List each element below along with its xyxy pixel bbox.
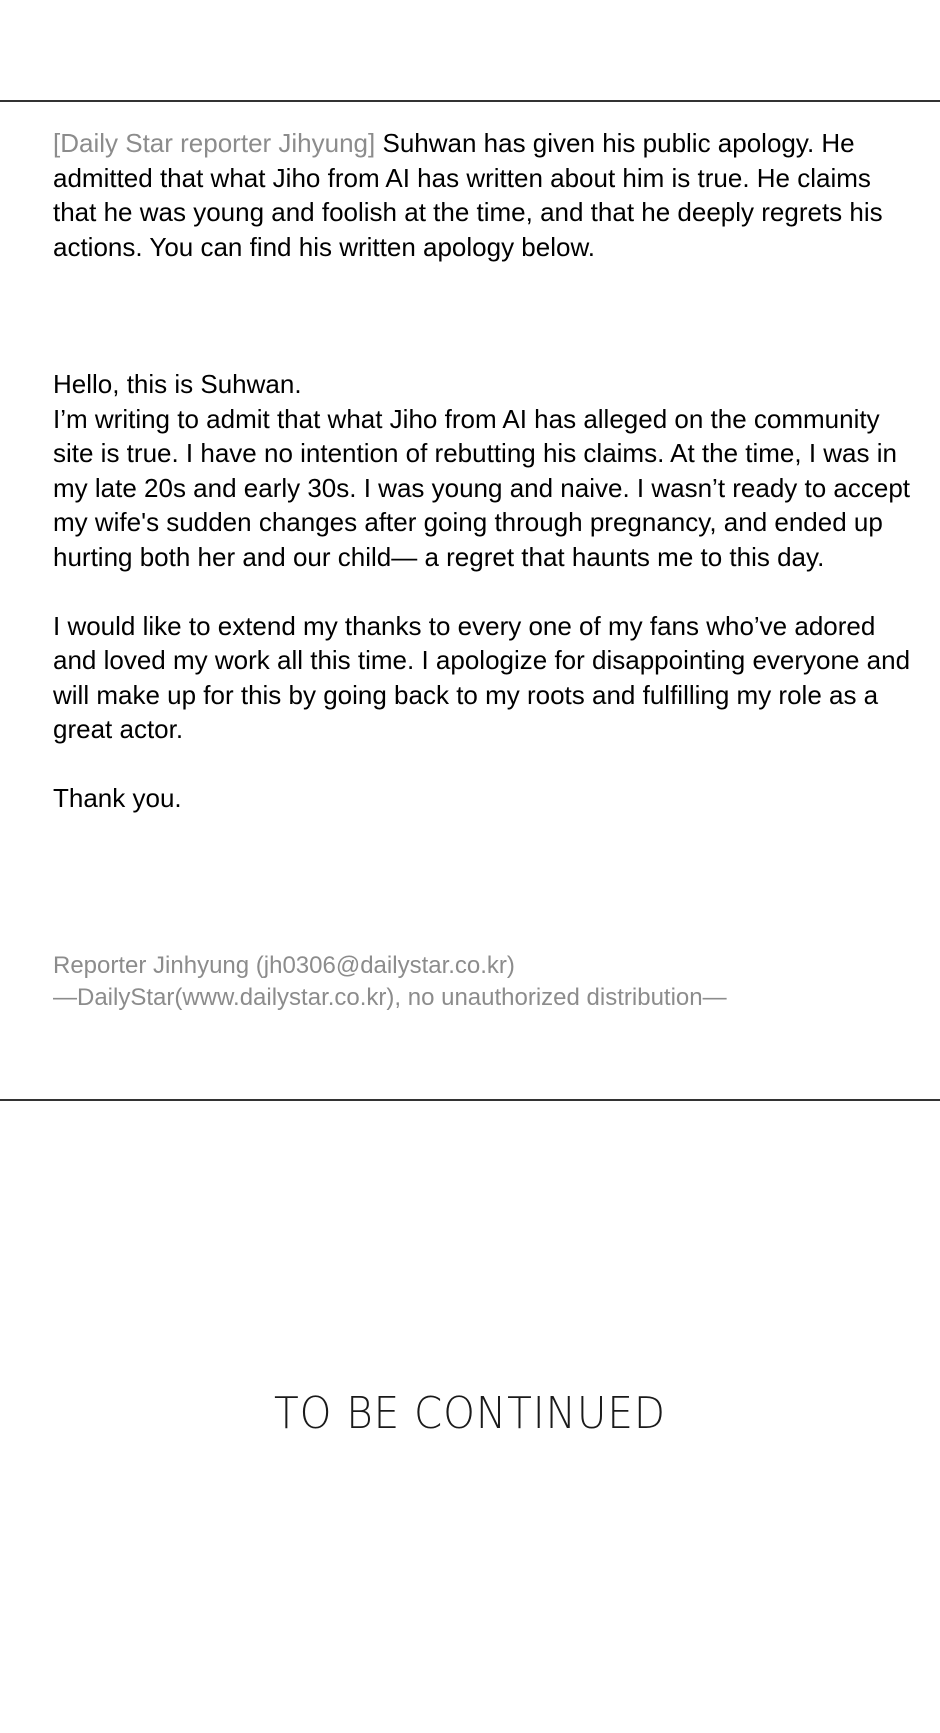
news-article — [53, 126, 913, 264]
apology-greeting: Hello, this is Suhwan. — [53, 369, 302, 399]
top-divider — [0, 100, 940, 102]
apology-paragraph-2: I would like to extend my thanks to every one of my fans who’ve adored and loved my work all this time. I apologize for disappointing everyone and will make up for this by going back to my roots and fulfilling my role as a great actor. — [53, 610, 911, 744]
bottom-divider — [0, 1099, 940, 1101]
to-be-continued-label: TO BE CONTINUED — [274, 1388, 666, 1439]
apology-closing: Thank you. — [53, 783, 182, 813]
article-byline: [Daily Star reporter Jihyung] — [53, 128, 376, 158]
written-apology — [53, 367, 913, 850]
article-credits — [53, 950, 913, 1014]
distribution-notice: —DailyStar(www.dailystar.co.kr), no unauthorized distribution— — [53, 984, 727, 1011]
reporter-credit: Reporter Jinhyung (jh0306@dailystar.co.kr) — [53, 952, 515, 979]
article-lead — [53, 126, 913, 264]
apology-paragraph-1: I’m writing to admit that what Jiho from AI has alleged on the community site is true. I have no intention of rebutting his claims. At the time, I was in my late 20s and early 30s. I was young and naive. I wasn’t ready to accept my wife's sudden changes after going through pregnancy, and ended up hurting both her and our child— a regret that haunts me to this day. — [53, 403, 911, 572]
article-lead-text: Suhwan has given his public apology. He admitted that what Jiho from AI has written about him is true. He claims that he was young and foolish at the time, and that he deeply regrets his actions. You can find his written apology below. — [53, 128, 883, 262]
